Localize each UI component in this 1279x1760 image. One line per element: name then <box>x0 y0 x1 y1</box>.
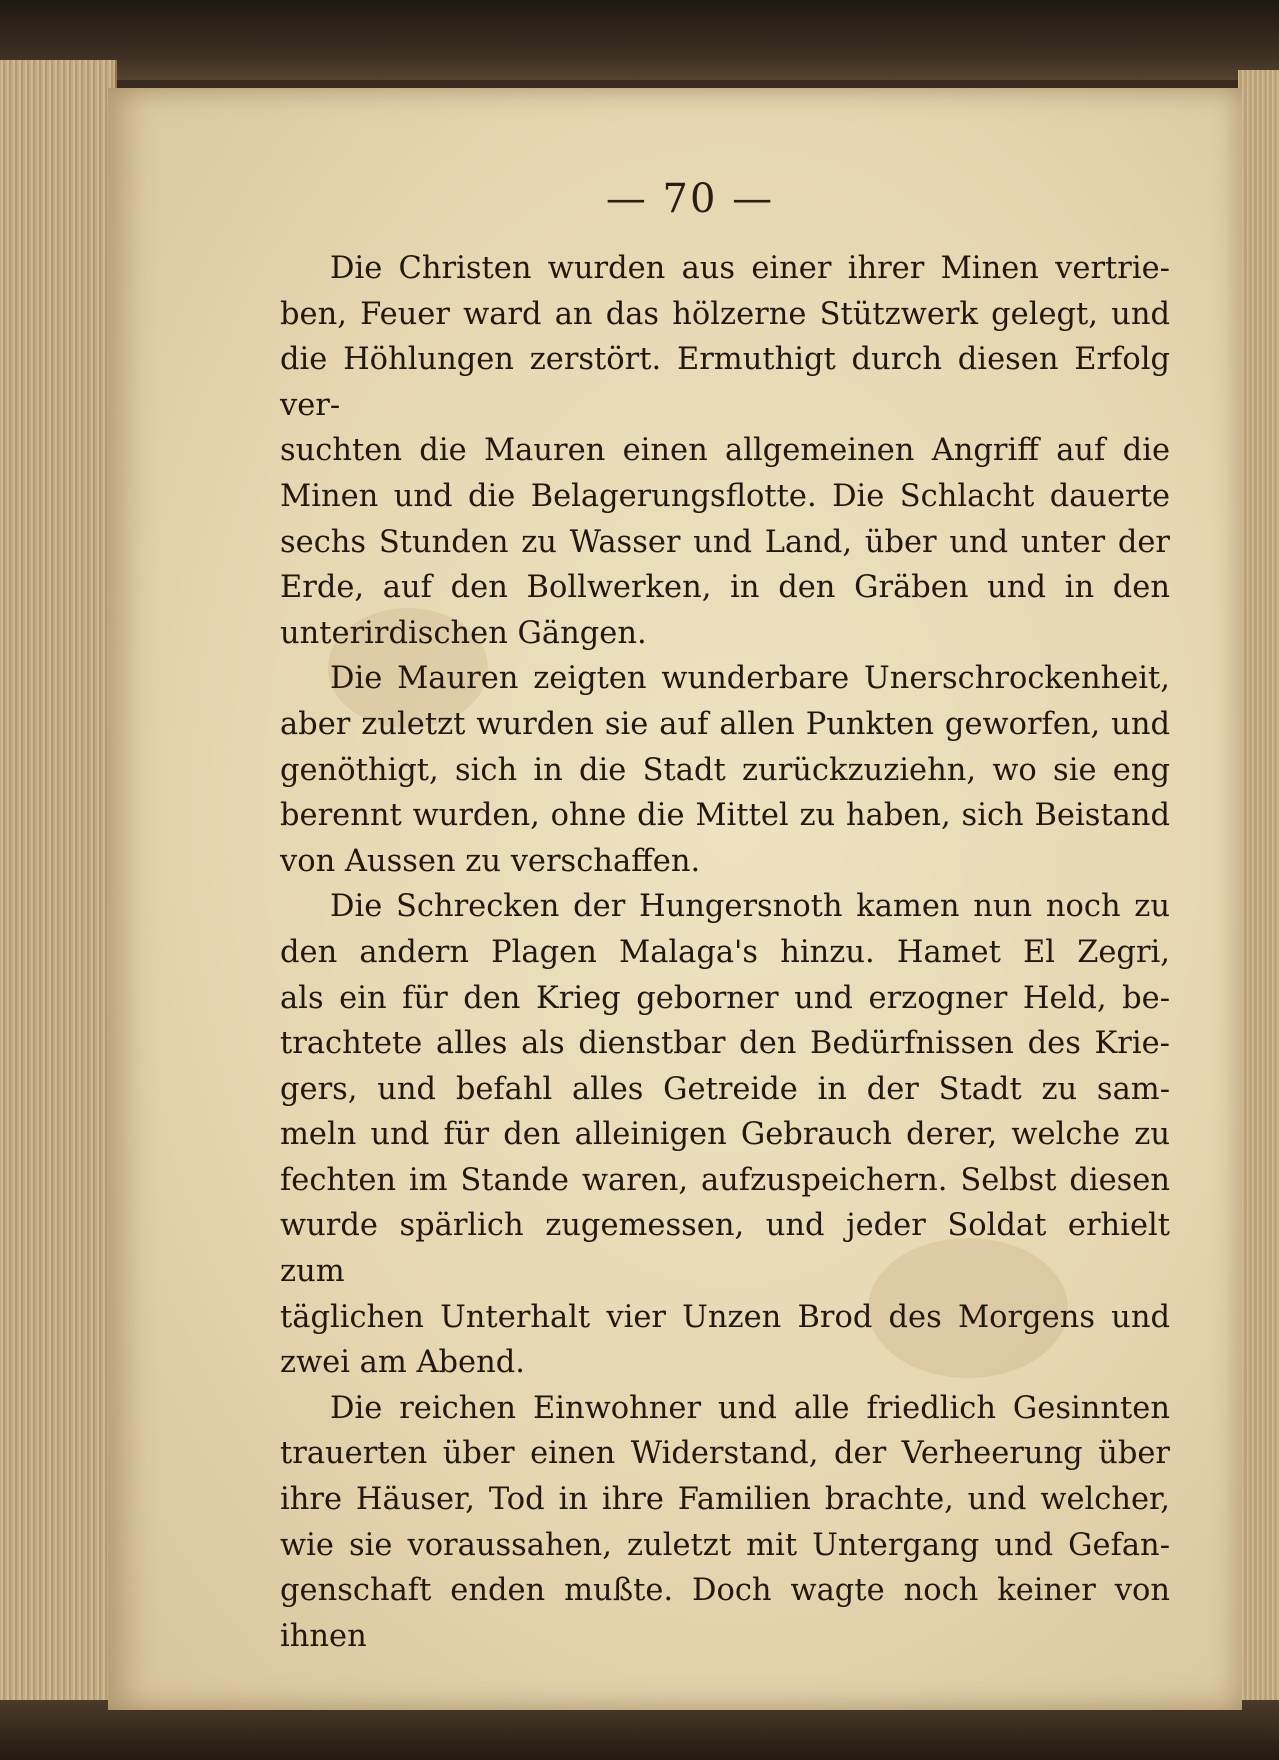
text-line: ihre Häuser, Tod in ihre Familien brachte, und welcher, <box>280 1482 1170 1518</box>
text-line: täglichen Unterhalt vier Unzen Brod des Morgens und <box>280 1299 1170 1335</box>
text-line: wie sie voraussahen, zuletzt mit Untergang und Gefan- <box>280 1527 1170 1563</box>
text-line: ben, Feuer ward an das hölzerne Stützwerk gelegt, und <box>280 296 1170 332</box>
text-line: gers, und befahl alles Getreide in der Stadt zu sam- <box>280 1071 1170 1107</box>
text-line: als ein für den Krieg geborner und erzogner Held, be- <box>280 980 1170 1016</box>
text-line: Minen und die Belagerungsflotte. Die Schlacht dauerte <box>280 478 1170 514</box>
text-line: Die Mauren zeigten wunderbare Unerschrockenheit, <box>330 661 1170 697</box>
page-edges-left <box>0 60 117 1710</box>
text-line: zwei am Abend. <box>280 1345 525 1381</box>
text-line: meln und für den alleinigen Gebrauch derer, welche zu <box>280 1117 1170 1153</box>
text-line: unterirdischen Gängen. <box>280 615 647 651</box>
text-line: trachtete alles als dienstbar den Bedürfnissen des Krie- <box>280 1026 1170 1062</box>
text-line: aber zuletzt wurden sie auf allen Punkten geworfen, und <box>280 706 1170 742</box>
page-number: — 70 — <box>605 176 775 222</box>
page-edges-right <box>1238 70 1279 1710</box>
text-line: berennt wurden, ohne die Mittel zu haben, sich Beistand <box>280 798 1170 834</box>
book-cover-top <box>0 0 1279 80</box>
text-line: fechten im Stande waren, aufzuspeichern. Selbst diesen <box>280 1162 1170 1198</box>
text-line: Erde, auf den Bollwerken, in den Gräben und in den <box>280 570 1170 606</box>
text-line: Die Schrecken der Hungersnoth kamen nun noch zu <box>330 889 1170 925</box>
text-line: genschaft enden mußte. Doch wagte noch keiner von ihnen <box>280 1573 1170 1654</box>
page-text <box>280 246 1170 1659</box>
text-line: wurde spärlich zugemessen, und jeder Soldat erhielt zum <box>280 1208 1170 1290</box>
text-line: Die Christen wurden aus einer ihrer Minen vertrie- <box>330 251 1170 286</box>
text-line: den andern Plagen Malaga's hinzu. Hamet El Zegri, <box>280 934 1170 970</box>
text-line: von Aussen zu verschaffen. <box>280 843 701 879</box>
text-line: suchten die Mauren einen allgemeinen Angriff auf die <box>280 433 1170 469</box>
text-line: die Höhlungen zerstört. Ermuthigt durch diesen Erfolg ver- <box>280 342 1170 423</box>
text-line: trauerten über einen Widerstand, der Verheerung über <box>280 1436 1170 1472</box>
text-line: Die reichen Einwohner und alle friedlich Gesinnten <box>330 1390 1170 1426</box>
text-line: genöthigt, sich in die Stadt zurückzuziehn, wo sie eng <box>280 752 1170 788</box>
text-line: sechs Stunden zu Wasser und Land, über und unter der <box>280 524 1170 560</box>
